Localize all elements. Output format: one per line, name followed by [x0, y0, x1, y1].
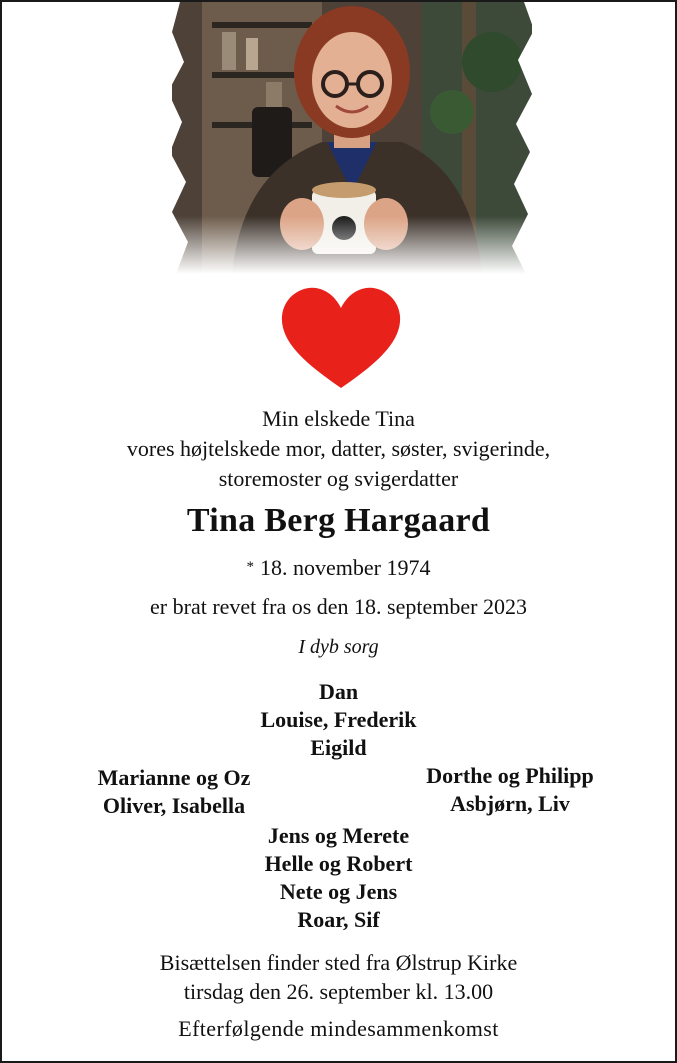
family-line: Louise, Frederik — [260, 707, 417, 732]
heart-icon — [278, 286, 404, 390]
deceased-name: Tina Berg Hargaard — [186, 502, 491, 539]
family-line: Nete og Jens — [279, 879, 398, 904]
birth-star-icon: * — [246, 559, 255, 575]
intro-line: vores højtelskede mor, datter, søster, svigerinde, — [126, 436, 551, 461]
intro-line: storemoster og svigerdatter — [218, 466, 459, 491]
birth-date — [2, 555, 675, 581]
family-line: Dan — [318, 679, 359, 704]
family-line: Oliver, Isabella — [102, 793, 246, 818]
portrait-photo — [162, 2, 542, 274]
family-line: Jens og Merete — [267, 823, 410, 848]
intro-text — [2, 404, 675, 494]
mourning-phrase: I dyb sorg — [298, 636, 379, 658]
intro-line: Min elskede Tina — [262, 406, 415, 431]
memorial-gathering: Efterfølgende mindesammenkomst — [178, 1016, 499, 1041]
death-line: er brat revet fra os den 18. september 2023 — [150, 594, 527, 619]
family-line: Helle og Robert — [264, 851, 413, 876]
family-line: Asbjørn, Liv — [450, 791, 570, 816]
family-line: Marianne og Oz — [97, 765, 251, 790]
family-line: Roar, Sif — [297, 907, 380, 932]
funeral-line: Bisættelsen finder sted fra Ølstrup Kirke — [159, 950, 518, 975]
family-group-primary — [2, 678, 675, 762]
family-line: Eigild — [310, 735, 367, 760]
funeral-info — [2, 948, 675, 1006]
family-group-right — [398, 762, 622, 818]
family-line: Dorthe og Philipp — [426, 763, 594, 788]
funeral-line: tirsdag den 26. september kl. 13.00 — [183, 979, 494, 1004]
family-group-secondary — [2, 822, 675, 934]
birth-date-text: 18. november 1974 — [260, 555, 431, 580]
family-group-left — [76, 764, 272, 820]
